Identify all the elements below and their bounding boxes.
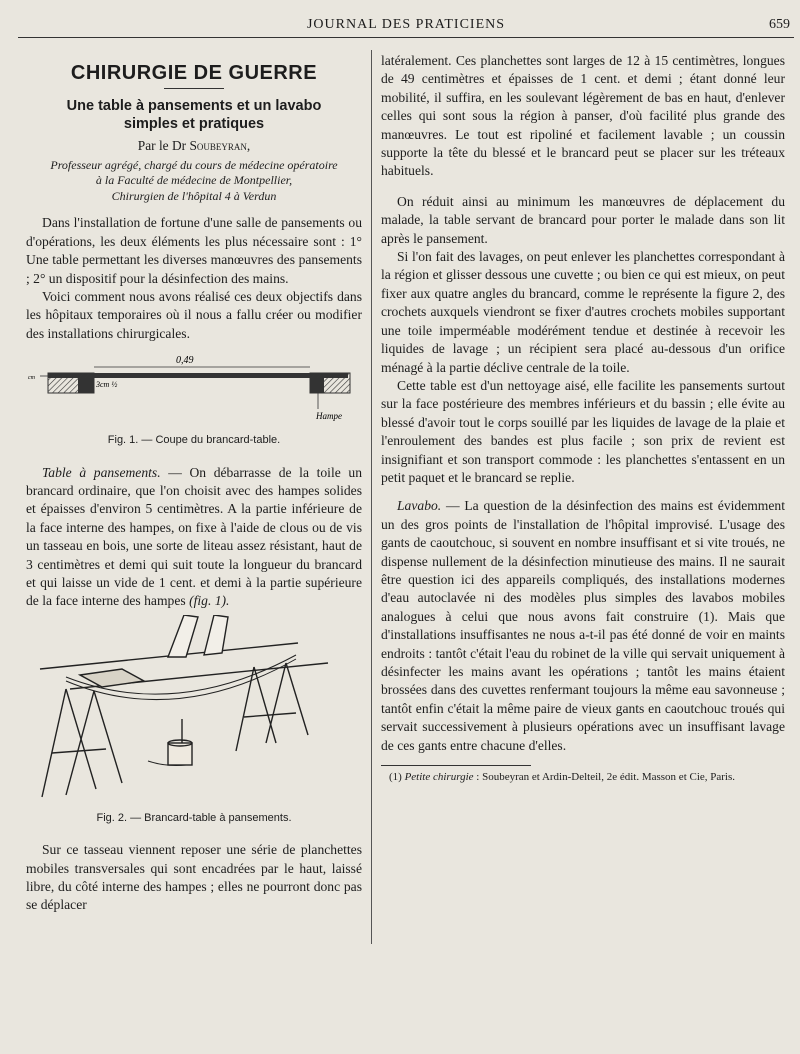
figure-2-caption: Fig. 2. — Brancard-table à pansements. [96, 811, 292, 824]
running-head: JOURNAL DES PRATICIENS [306, 17, 506, 32]
footnote-marker: (1) [389, 771, 402, 784]
title-rule [164, 88, 224, 89]
author-affiliation [26, 158, 362, 205]
stretcher-table-drawing [26, 615, 362, 805]
paragraph-text: — La question de la désinfection des mains est évidemment un des gros points de l'installation de l'hôpital improvisé. L'usage des gants de caoutchouc, si souvent en nombre insuffisant et si vite troués, ne dispense nullement de la désinfection minutieuse des mains. Il ne saurait être question ici des appareils compliqués, des installations modernes d'eau autoclavée ni des modèles plus simples des lavabos mobiles analogues à celui que nous avons fait construire (1). Mais que d'installations insuffisantes ne nous a-t-il pas été donné de voir en maints endroits : tantôt c'était l'eau du robinet de la ville qui servait uniquement à désinfecter les mains avant les opérations ; tantôt les mains étaient brossées dans des cuvettes renfermant toujours la même eau savonneuse ; tantôt enfin c'était la même paire de vieux gants en caoutchouc troués qui servait successivement à plusieurs opérations avec un insuffisant lavage de ces gants entre chacune d'elles. [381, 498, 785, 753]
affiliation-line: Professeur agrégé, chargé du cours de médecine opératoire [50, 157, 338, 172]
footnote [381, 770, 785, 784]
author-name: Soubeyran, [189, 138, 251, 154]
figure-1-thickness-label: 3cm ½ [96, 380, 118, 390]
paragraph: Sur ce tasseau viennent reposer une série de planchettes mobiles transversales qui sont encadrées par le haut, laissé libre, du côté interne des hampes ; elles ne pourront donc pas se déplacer [26, 842, 362, 913]
figure-1-side-label: cm [28, 375, 35, 382]
right-column [381, 52, 785, 784]
page-number: 659 [769, 17, 790, 32]
paragraph: Voici comment nous avons réalisé ces deux objectifs dans les hôpitaux temporaires où il nous a fallu créer ou modifier des installations chirurgicales. [26, 288, 362, 341]
byline [26, 137, 362, 155]
footnote-rule [381, 765, 531, 766]
figure-1-caption: Fig. 1. — Coupe du brancard-table. [107, 434, 281, 447]
footnote-title: Petite chirurgie [404, 771, 474, 784]
byline-prefix: Par le Dr [137, 138, 187, 154]
paragraph: latéralement. Ces planchettes sont larges de 12 à 15 centimètres, longues de 49 centimètres et épaisses de 1 cent. et demi ; étant donné leur mobilité, il suffira, en les soulevant légèrement de bas en haut, d'enlever celles qui sont sous la région à panser, d'où facilité plus grande des manœuvres. Le tout est ripoliné et facilement lavable ; un coussin supporte la tête du blessé et le brancard peut se placer sur les tréteaux habituels. [381, 53, 785, 179]
section-title: CHIRURGIE DE GUERRE [70, 62, 318, 84]
figure-1-width-label: 0,49 [176, 355, 194, 367]
affiliation-line: à la Faculté de médecine de Montpellier, [95, 173, 293, 188]
article-title [26, 97, 362, 133]
paragraph-lead: Table à pansements. [42, 464, 161, 480]
column-divider [371, 50, 372, 944]
affiliation-line: Chirurgien de l'hôpital 4 à Verdun [111, 188, 277, 203]
paragraph: Si l'on fait des lavages, on peut enlever les planchettes correspondant à la région et glisser dessous une cuvette ; ou bien ce qui est mieux, on peut fixer aux quatre angles du brancard, comme le représente la figure 2, des crochets auxquels viendront se fixer d'autres crochets mobiles supportant une toile imperméable modérément tendue et destinée à recevoir les liquides de lavage ; un récipient sera placé au-dessous d'un orifice ménagé à la partie déclive centrale de la toile. [381, 249, 785, 375]
paragraph: On réduit ainsi au minimum les manœuvres de déplacement du malade, la table servant de brancard pour porter le malade dans son lit après le pansement. [381, 193, 785, 246]
paragraph-lavabo [381, 497, 785, 755]
figure-2 [26, 615, 362, 805]
figure-1 [26, 351, 362, 427]
paragraph-text: — On débarrasse de la toile un brancard ordinaire, que l'on choisit avec des hampes solides et épaisses d'environ 5 centimètres. A la partie inférieure de la face interne des hampes, on fixe à l'aide de clous ou de vis un tasseau en bois, une sorte de liteau assez résistant, haut de 3 centimètres et demi qui suit toute la longueur du brancard et qui laisse un vide de 1 cent. et demi à la partie supérieure de la face interne des hampes [26, 464, 362, 609]
stretcher-cross-section-drawing [26, 351, 362, 427]
article-title-line2: simples et pratiques [123, 116, 265, 133]
footnote-text: : Soubeyran et Ardin-Delteil, 2e édit. Masson et Cie, Paris. [473, 771, 736, 784]
page-header [18, 17, 794, 38]
paragraph: Dans l'installation de fortune d'une salle de pansements ou d'opérations, les deux éléments les plus nécessaire sont : 1° Une table permettant les diverses manœuvres des pansements ; 2° un dispositif pour la désinfection des mains. [26, 215, 362, 286]
paragraph: Cette table est d'un nettoyage aisé, elle facilite les pansements surtout sur la face postérieure des membres inférieurs et du bassin ; elle évite au blessé d'avoir tout le corps souillé par les liquides de lavage de la plaie et l'enroulement des bandes est plus facile ; son prix de revient est insignifiant et son transport commode : les planchettes s'entassent en un petit paquet et le brancard se replie. [381, 377, 785, 485]
figure-reference: (fig. 1). [189, 593, 230, 609]
figure-1-hampe-label: Hampe [316, 411, 342, 422]
paragraph-lead: Lavabo. [397, 498, 442, 514]
paragraph-table [26, 464, 362, 611]
left-column [26, 52, 362, 915]
article-title-line1: Une table à pansements et un lavabo [66, 98, 322, 115]
